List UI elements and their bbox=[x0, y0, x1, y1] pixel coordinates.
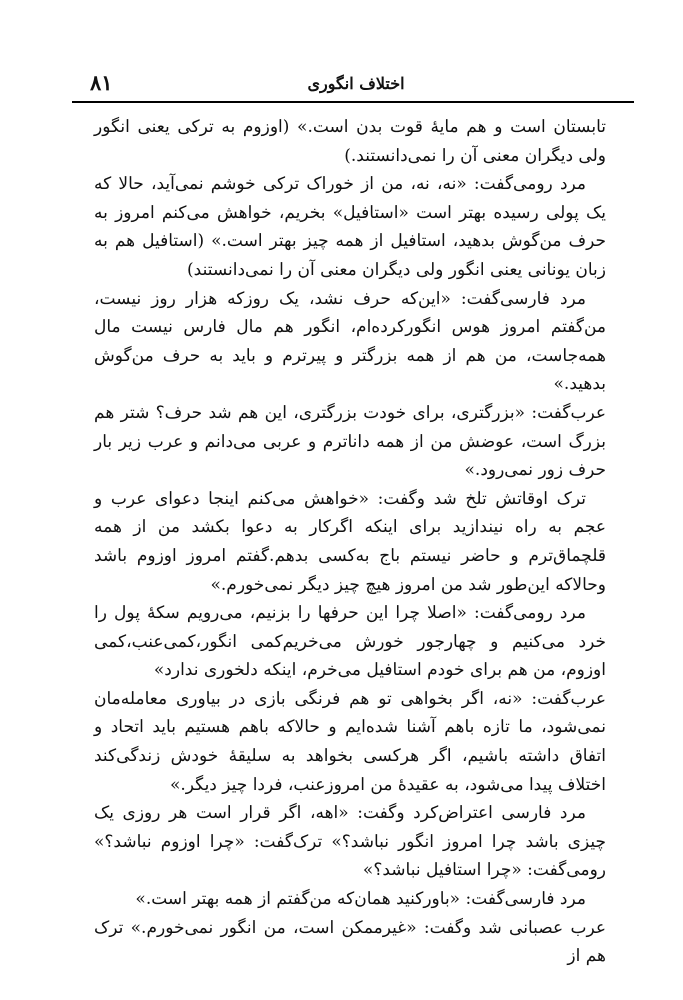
body-text bbox=[94, 113, 606, 971]
paragraph: عرب عصبانی شد وگفت: «غیرممکن است، من انگور نمی‌خورم.» ترک هم از bbox=[94, 917, 606, 967]
paragraph: مرد رومی‌گفت: «اصلا چرا این حرفها را بزنیم، می‌رویم سکهٔ پول را خرد می‌کنیم و چهارجور خورش می‌خریم‌کمی انگور،‌کمی‌عنب،‌کمی اوزوم، من هم برای خودم استافیل می‌خرم، اینکه دلخوری ندارد» bbox=[94, 603, 606, 681]
paragraph: مرد فارسی اعتراض‌کرد وگفت: «اهه، اگر قرار است هر روزی یک چیزی باشد چرا امروز انگور نباشد؟» ترک‌گفت: «چرا اوزوم نباشد؟» رومی‌گفت: «چرا استافیل نباشد؟» bbox=[94, 803, 606, 881]
paragraph: مرد فارسی‌گفت: «باور‌کنید همان‌که من‌گفتم از همه بهتر است.» bbox=[135, 889, 586, 910]
header-rule bbox=[72, 101, 634, 103]
paragraph: عرب‌گفت: «نه، اگر بخواهی تو هم فرنگی بازی در بیاوری معامله‌مان نمی‌شود، ما تازه باهم آشنا شده‌ایم و حالا‌که باهم هستیم باید اتحاد و اتفاق داشته باشیم، اگر هر‌کسی بخواهد به سلیقهٔ خودش زندگی‌کند اختلاف پیدا می‌شود، به عقیدهٔ من امروز‌عنب، فردا چیز دیگر.» bbox=[94, 688, 606, 795]
paragraph: مرد فارسی‌گفت: «این‌که حرف نشد، یک روز‌که هزار روز نیست، من‌گفتم امروز هوس انگور‌کرده‌ام، انگور هم مال فارس نیست مال همه‌جاست، من هم از همه بزرگتر و پیرترم و باید به حرف من‌گوش بدهید.» bbox=[94, 288, 606, 395]
paragraph: تابستان است و هم مایهٔ قوت بدن است.» (اوزوم به ترکی یعنی انگور ولی دیگران معنی آن را نمی‌دانستند.) bbox=[94, 117, 606, 166]
running-header bbox=[76, 66, 636, 100]
paragraph: مرد رومی‌گفت: «نه، نه، من از خوراک ترکی خوشم نمی‌آید، حالا که یک پولی رسیده بهتر است «استافیل» بخریم، خواهش می‌کنم امروز به حرف من‌گوش بدهید، استافیل از همه چیز بهتر است.» (استافیل هم به زبان یونانی یعنی انگور ولی دیگران معنی آن را نمی‌دانستند) bbox=[94, 174, 606, 280]
paragraph: ترک اوقاتش تلخ شد وگفت: «خواهش می‌کنم اینجا دعوای عرب و عجم به راه نیندازید برای اینکه اگر‌کار به دعوا بکشد من از همه قلچماق‌ترم و حاضر نیستم باج به‌کسی بدهم.گفتم امروز اوزوم باشد وحالا‌که این‌طور شد من امروز هیچ چیز دیگر نمی‌خورم.» bbox=[94, 488, 606, 595]
paragraph: عرب‌گفت: «بزرگتری، برای خودت بزرگتری، این هم شد حرف؟ شتر هم بزرگ است، عوضش من از همه داناترم و عربی می‌دانم و عرب زیر بار حرف زور نمی‌رود.» bbox=[94, 402, 606, 481]
running-title: اختلاف انگوری bbox=[307, 74, 405, 93]
page-number: ۸۱ bbox=[90, 70, 113, 95]
